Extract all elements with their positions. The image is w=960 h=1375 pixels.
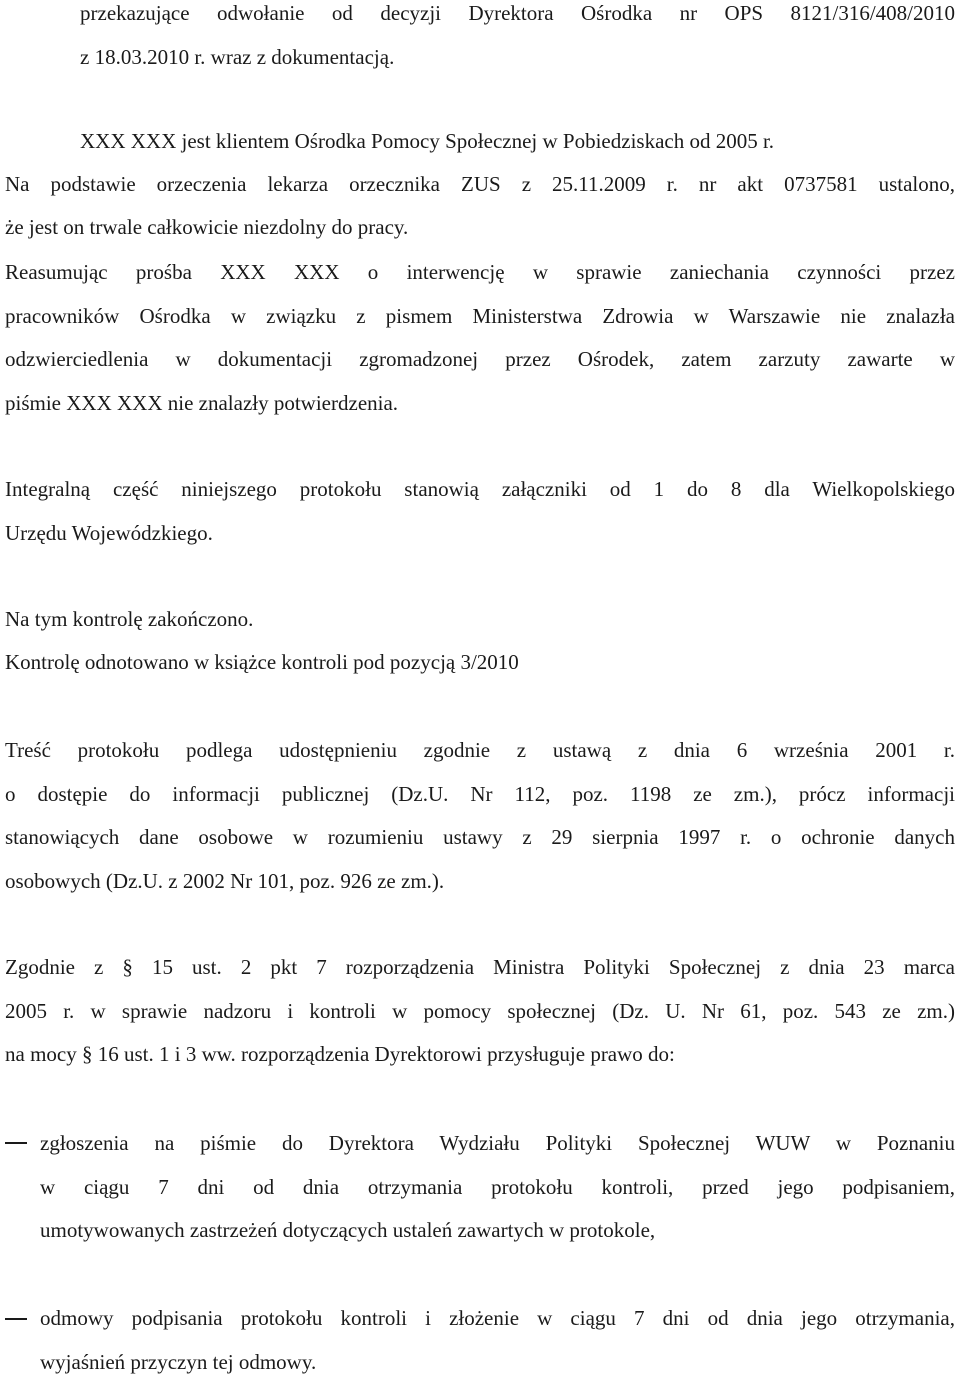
- client-line-2: Na podstawie orzeczenia lekarza orzecznika ZUS z 25.11.2009 r. nr akt 0737581 ustalono,: [5, 172, 955, 196]
- end-line-1: Na tym kontrolę zakończono.: [5, 607, 254, 631]
- access-line-4: osobowych (Dz.U. z 2002 Nr 101, poz. 926 ze zm.).: [5, 869, 445, 893]
- bullet-2-line-2: wyjaśnień przyczyn tej odmowy.: [40, 1350, 317, 1374]
- attachments-line-2: Urzędu Wojewódzkiego.: [5, 521, 213, 545]
- summary-line-2: pracowników Ośrodka w związku z pismem Ministerstwa Zdrowia w Warszawie nie znalazła: [5, 304, 955, 328]
- bullet-1-line-3: umotywowanych zastrzeżeń dotyczących ustaleń zawartych w protokole,: [40, 1218, 656, 1242]
- intro-line-1: przekazujące odwołanie od decyzji Dyrektora Ośrodka nr OPS 8121/316/408/2010: [80, 1, 955, 25]
- end-line-2: Kontrolę odnotowano w książce kontroli pod pozycją 3/2010: [5, 650, 519, 674]
- client-line-3: że jest on trwale całkowicie niezdolny do pracy.: [5, 215, 409, 239]
- regulation-line-2: 2005 r. w sprawie nadzoru i kontroli w pomocy społecznej (Dz. U. Nr 61, poz. 543 ze zm.): [5, 999, 955, 1023]
- dash-bullet-icon: [5, 1142, 27, 1144]
- access-line-3: stanowiących dane osobowe w rozumieniu ustawy z 29 sierpnia 1997 r. o ochronie danych: [5, 825, 955, 849]
- summary-line-3: odzwierciedlenia w dokumentacji zgromadzonej przez Ośrodek, zatem zarzuty zawarte w: [5, 347, 955, 371]
- bullet-2-line-1: odmowy podpisania protokołu kontroli i złożenie w ciągu 7 dni od dnia jego otrzymania,: [40, 1306, 955, 1330]
- regulation-line-1: Zgodnie z § 15 ust. 2 pkt 7 rozporządzenia Ministra Polityki Społecznej z dnia 23 marca: [5, 955, 955, 979]
- dash-bullet-icon: [5, 1318, 27, 1320]
- summary-line-4: piśmie XXX XXX nie znalazły potwierdzenia.: [5, 391, 399, 415]
- access-line-2: o dostępie do informacji publicznej (Dz.U. Nr 112, poz. 1198 ze zm.), prócz informacji: [5, 782, 955, 806]
- summary-line-1: Reasumując prośba XXX XXX o interwencję w sprawie zaniechania czynności przez: [5, 260, 955, 284]
- client-line-1: XXX XXX jest klientem Ośrodka Pomocy Społecznej w Pobiedziskach od 2005 r.: [80, 129, 775, 153]
- access-line-1: Treść protokołu podlega udostępnieniu zgodnie z ustawą z dnia 6 września 2001 r.: [5, 738, 955, 762]
- bullet-1-line-1: zgłoszenia na piśmie do Dyrektora Wydziału Polityki Społecznej WUW w Poznaniu: [40, 1131, 955, 1155]
- attachments-line-1: Integralną część niniejszego protokołu stanowią załączniki od 1 do 8 dla Wielkopolskiego: [5, 477, 955, 501]
- intro-line-2: z 18.03.2010 r. wraz z dokumentacją.: [80, 45, 395, 69]
- regulation-line-3: na mocy § 16 ust. 1 i 3 ww. rozporządzenia Dyrektorowi przysługuje prawo do:: [5, 1042, 675, 1066]
- bullet-1-line-2: w ciągu 7 dni od dnia otrzymania protokołu kontroli, przed jego podpisaniem,: [40, 1175, 955, 1199]
